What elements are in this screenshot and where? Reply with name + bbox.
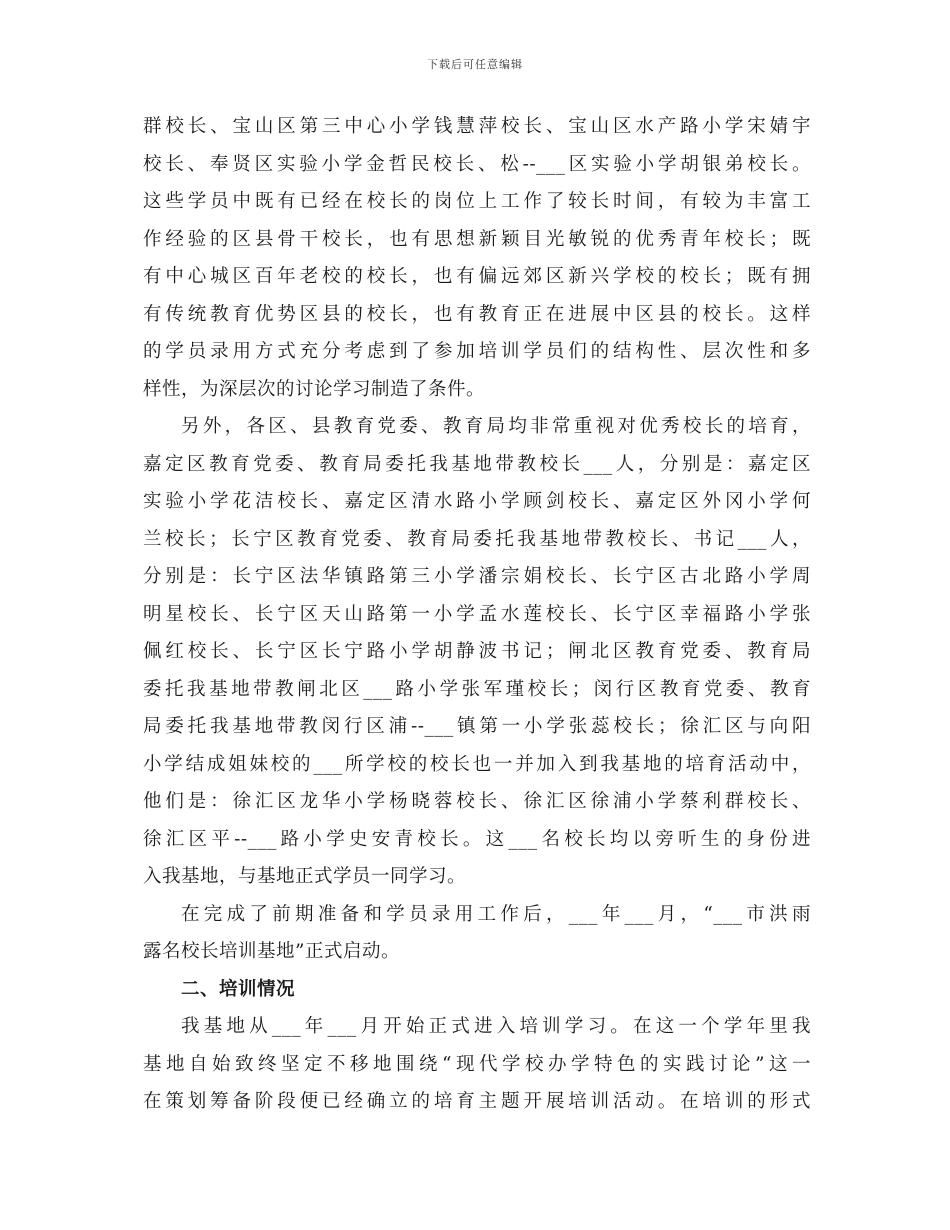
paragraph-start-line: 另外，各区、县教育党委、教育局均非常重视对优秀校长的培育， <box>181 416 811 437</box>
text-line: 佩红校长、长宁区长宁路小学胡静波书记；闸北区教育党委、教育局 <box>143 641 811 662</box>
document-body <box>143 108 811 1121</box>
text-line: 有中心城区百年老校的校长，也有偏远郊区新兴学校的校长；既有拥 <box>143 266 811 287</box>
text-line: 样性，为深层次的讨论学习制造了条件。 <box>143 378 486 400</box>
text-line: 局委托我基地带教闵行区浦--___镇第一小学张蕊校长；徐汇区与向阳 <box>143 716 811 737</box>
text-line: 委托我基地带教闸北区___路小学张军瑾校长；闵行区教育党委、教育 <box>143 678 811 700</box>
text-line: 露名校长培训基地”正式启动。 <box>143 941 400 962</box>
text-line: 实验小学花洁校长、嘉定区清水路小学顾剑校长、嘉定区外冈小学何 <box>143 491 811 512</box>
text-line: 校长、奉贤区实验小学金哲民校长、松--___区实验小学胡银弟校长。 <box>143 153 811 175</box>
text-line: 明星校长、长宁区天山路第一小学孟水莲校长、长宁区幸福路小学张 <box>143 603 811 625</box>
text-line: 在策划筹备阶段便已经确立的培育主题开展培训活动。在培训的形式 <box>143 1091 811 1112</box>
text-line: 基地自始致终坚定不移地围绕“现代学校办学特色的实践讨论”这一 <box>143 1053 811 1075</box>
paragraph-start-line: 我基地从___年___月开始正式进入培训学习。在这一个学年里我 <box>181 1016 811 1037</box>
section-heading: 二、培训情况 <box>181 978 296 1000</box>
text-line: 分别是：长宁区法华镇路第三小学潘宗娟校长、长宁区古北路小学周 <box>143 566 811 587</box>
text-line: 入我基地，与基地正式学员一同学习。 <box>143 866 467 887</box>
paragraph-start-line: 在完成了前期准备和学员录用工作后，___年___月，“___市洪雨 <box>181 903 811 925</box>
text-line: 作经验的区县骨干校长，也有思想新颖目光敏锐的优秀青年校长；既 <box>143 228 811 250</box>
text-line: 小学结成姐妹校的___所学校的校长也一并加入到我基地的培育活动中， <box>143 753 811 775</box>
page-header: 下载后可任意编辑 <box>427 58 523 71</box>
text-line: 兰校长；长宁区教育党委、教育局委托我基地带教校长、书记___人， <box>143 528 811 550</box>
text-line: 群校长、宝山区第三中心小学钱慧萍校长、宝山区水产路小学宋婧宇 <box>143 116 811 137</box>
text-line: 有传统教育优势区县的校长，也有教育正在进展中区县的校长。这样 <box>143 303 811 325</box>
text-line: 嘉定区教育党委、教育局委托我基地带教校长___人，分别是：嘉定区 <box>143 453 811 475</box>
text-line: 这些学员中既有已经在校长的岗位上工作了较长时间，有较为丰富工 <box>143 191 811 212</box>
text-line: 徐汇区平--___路小学史安青校长。这___名校长均以旁听生的身份进 <box>143 828 811 850</box>
text-line: 他们是：徐汇区龙华小学杨晓蓉校长、徐汇区徐浦小学蔡利群校长、 <box>143 791 811 812</box>
text-line: 的学员录用方式充分考虑到了参加培训学员们的结构性、层次性和多 <box>143 341 811 362</box>
